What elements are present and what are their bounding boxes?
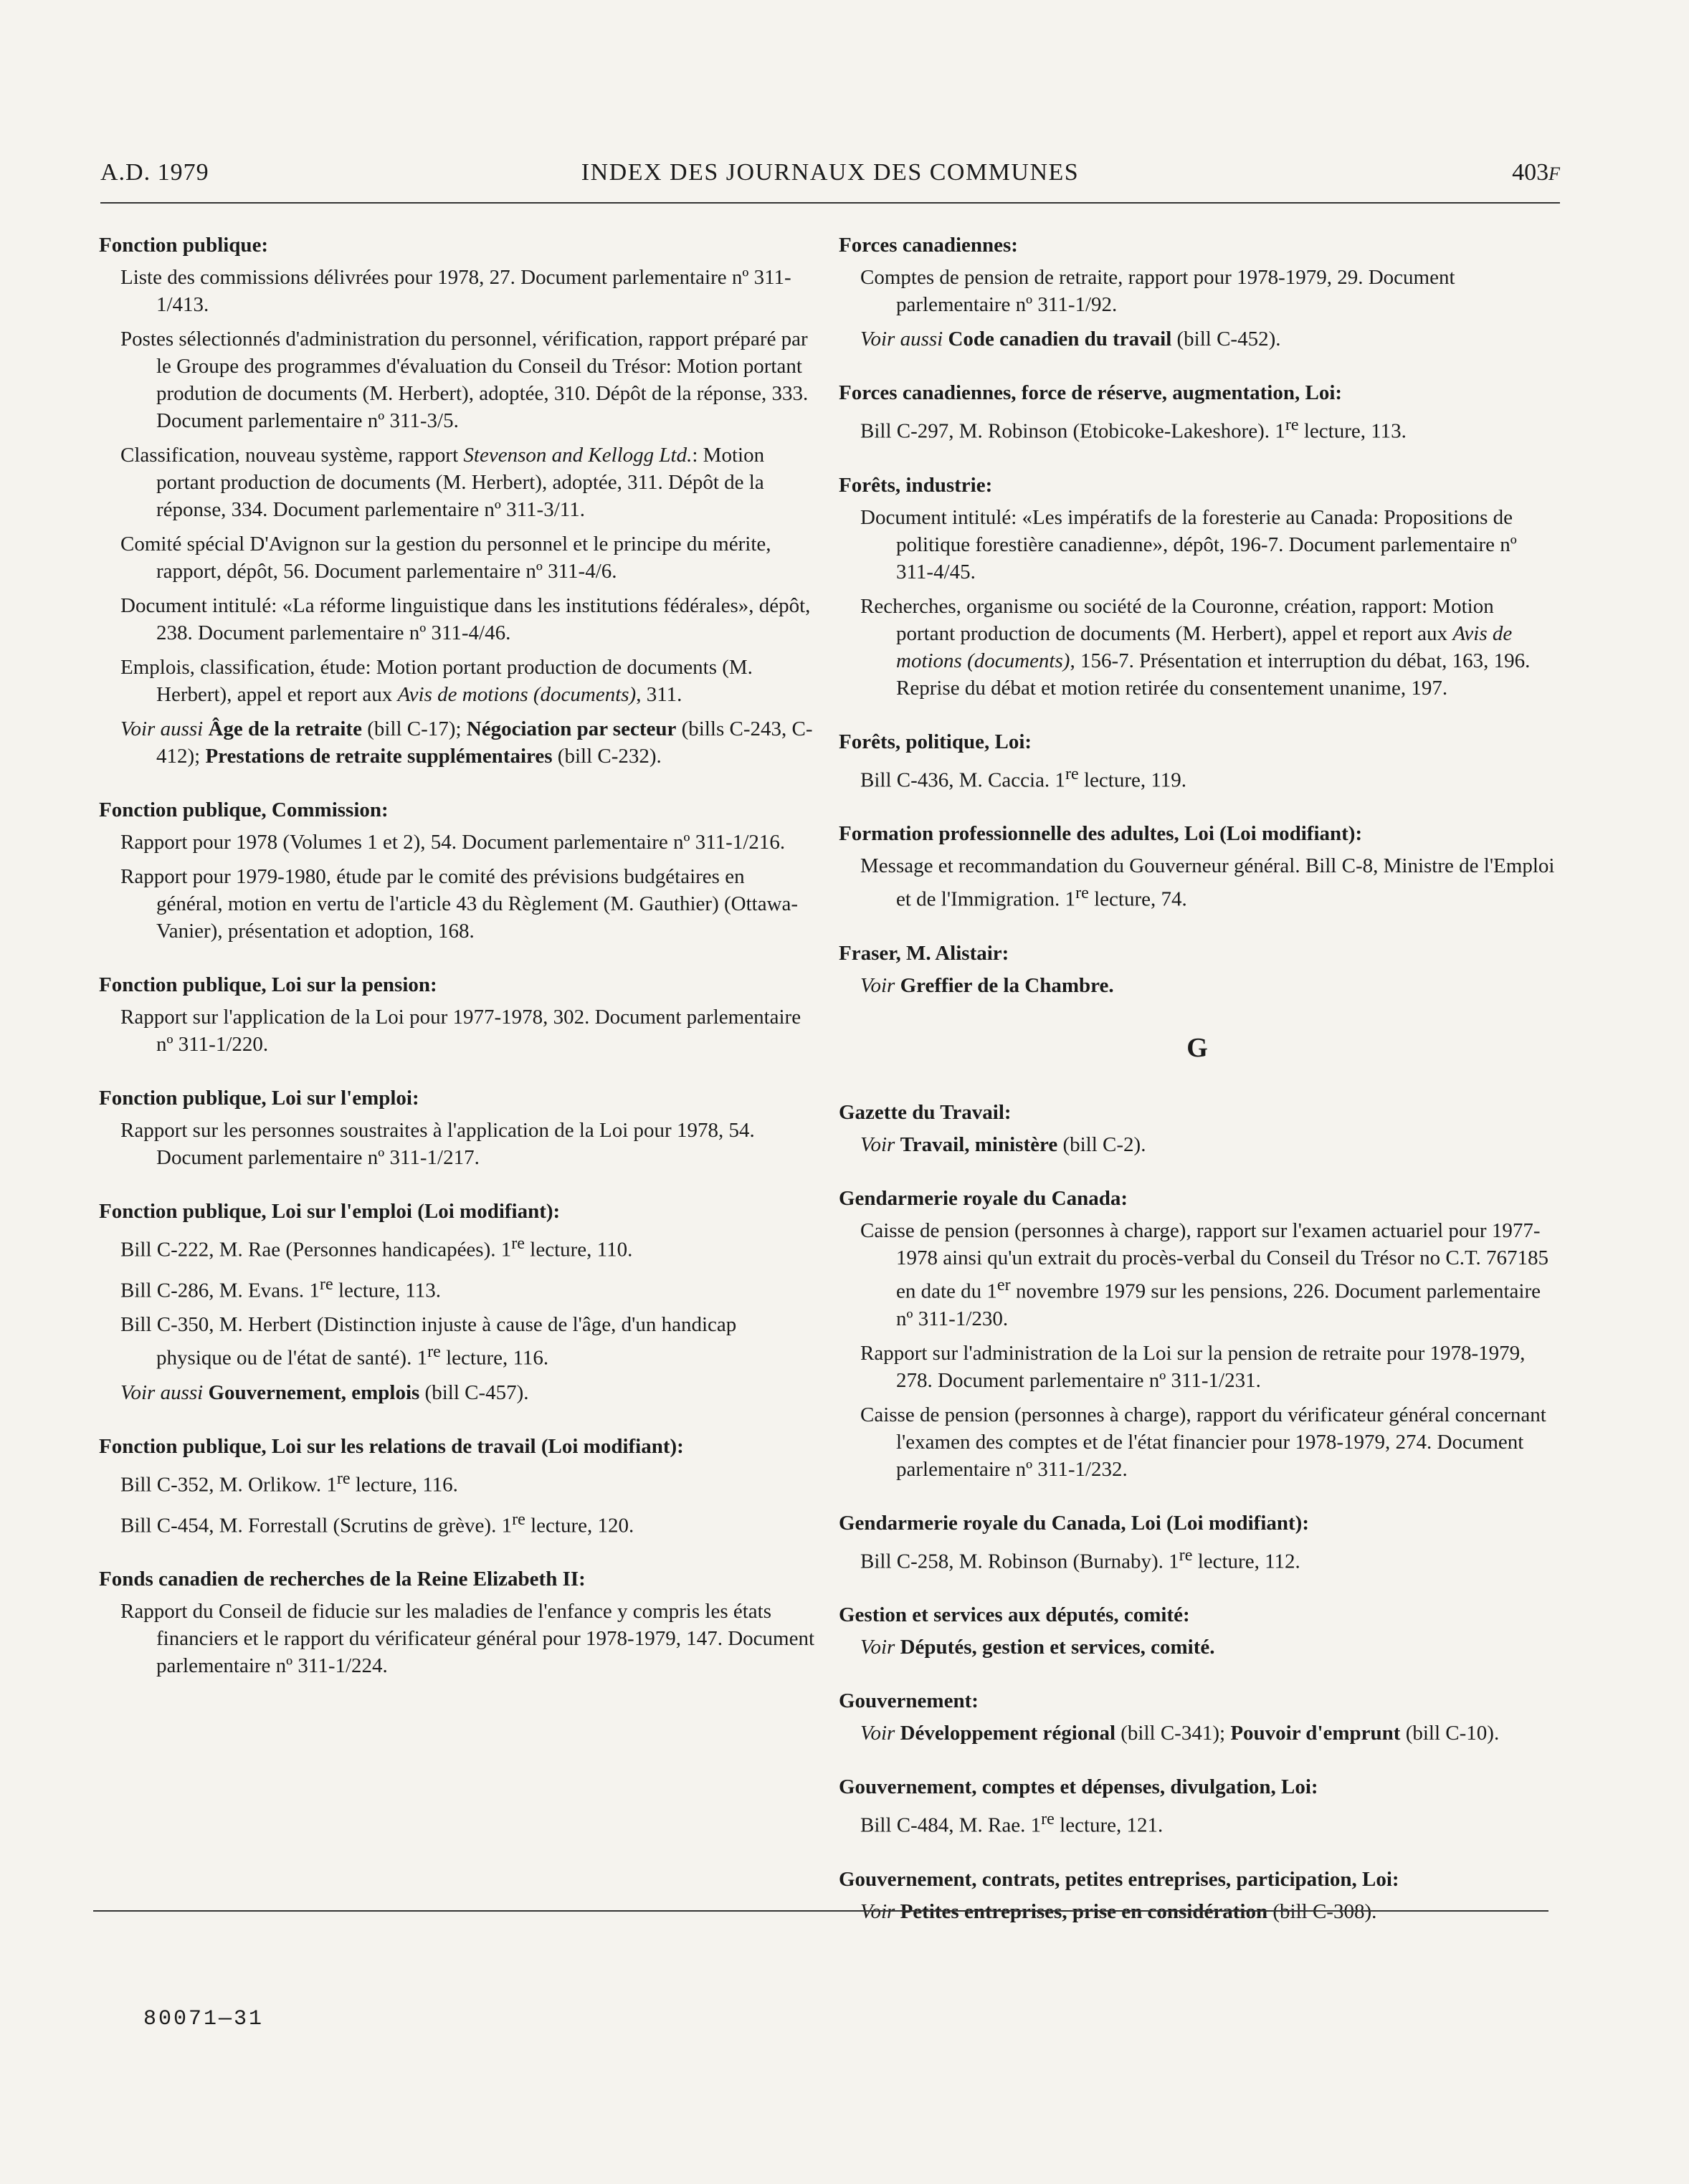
entry-subitem: Bill C-352, M. Orlikow. 1re lecture, 116.: [120, 1468, 458, 1497]
entry-heading: Fonction publique:: [99, 234, 269, 257]
entry-subitem: Voir aussi Gouvernement, emplois (bill C-457).: [120, 1381, 529, 1404]
entry-subitem: Classification, nouveau système, rapport Stevenson and Kellogg Ltd.: Motion portant production de documents (M. Herbert), adoptée, 311. Dépôt de la réponse, 334. Document parlementaire nº 311-3/11.: [120, 444, 765, 521]
right-column-bottom: [839, 1098, 1556, 1951]
entry-subitem: Voir aussi Âge de la retraite (bill C-17); Négociation par secteur (bills C-243, C-412); Prestations de retraite supplémentaires (bill C-232).: [120, 717, 813, 768]
entry-heading: Gazette du Travail:: [839, 1101, 1012, 1124]
entry-subitem: Bill C-222, M. Rae (Personnes handicapées). 1re lecture, 110.: [120, 1234, 633, 1262]
entry-subitem: Emplois, classification, étude: Motion portant production de documents (M. Herbert), appel et report aux Avis de motions (documents), 311.: [120, 656, 753, 706]
index-entry: [839, 1865, 1556, 1925]
entry-heading: Gouvernement, contrats, petites entreprises, participation, Loi:: [839, 1867, 1399, 1891]
entry-subitem: Rapport pour 1978 (Volumes 1 et 2), 54. Document parlementaire nº 311-1/216.: [120, 831, 786, 854]
entry-subitem: Voir Développement régional (bill C-341); Pouvoir d'emprunt (bill C-10).: [860, 1722, 1500, 1745]
entry-subitem: Comité spécial D'Avignon sur la gestion du personnel et le principe du mérite, rapport, dépôt, 56. Document parlementaire nº 311-4/6.: [120, 533, 771, 583]
entry-heading: Gestion et services aux députés, comité:: [839, 1603, 1190, 1627]
entry-heading: Forces canadiennes, force de réserve, augmentation, Loi:: [839, 381, 1343, 404]
entry-subitem: Voir Greffier de la Chambre.: [860, 973, 1114, 997]
index-entry: [839, 939, 1556, 999]
index-entry: [839, 1601, 1556, 1661]
entry-heading: Gendarmerie royale du Canada:: [839, 1187, 1128, 1210]
entry-subitem: Rapport sur l'administration de la Loi sur la pension de retraite pour 1978-1979, 278. Document parlementaire nº 311-1/231.: [860, 1341, 1526, 1392]
right-column-top: [839, 231, 1556, 1025]
entry-heading: Forêts, politique, Loi:: [839, 730, 1032, 753]
entry-subitem: Rapport sur l'application de la Loi pour 1977-1978, 302. Document parlementaire nº 311-1/220.: [120, 1006, 801, 1056]
index-entry: [839, 378, 1556, 445]
index-entry: [99, 1432, 816, 1539]
index-entry: [99, 796, 816, 945]
entry-subitem: Bill C-286, M. Evans. 1re lecture, 113.: [120, 1274, 442, 1302]
entry-subitem: Rapport du Conseil de fiducie sur les maladies de l'enfance y compris les états financiers et le rapport du vérificateur général pour 1978-1979, 147. Document parlementaire nº 311-1/224.: [120, 1600, 815, 1678]
page-suffix: F: [1548, 163, 1560, 184]
entry-heading: Fonds canadien de recherches de la Reine Elizabeth II:: [99, 1568, 586, 1591]
header-title: INDEX DES JOURNAUX DES COMMUNES: [581, 159, 1080, 186]
entry-subitem: Document intitulé: «La réforme linguistique dans les institutions fédérales», dépôt, 238. Document parlementaire nº 311-4/46.: [120, 594, 811, 644]
index-entry: [839, 1687, 1556, 1747]
index-entry: [839, 1098, 1556, 1158]
entry-subitem: Document intitulé: «Les impératifs de la foresterie au Canada: Propositions de politique forestière canadienne», dépôt, 196-7. Document parlementaire nº 311-4/45.: [860, 505, 1517, 583]
entry-heading: Forêts, industrie:: [839, 473, 993, 497]
bottom-rule: [93, 1910, 1548, 1912]
entry-subitem: Bill C-436, M. Caccia. 1re lecture, 119.: [860, 763, 1187, 792]
section-letter: G: [1186, 1033, 1208, 1063]
index-entry: [99, 971, 816, 1058]
entry-subitem: Bill C-258, M. Robinson (Burnaby). 1re lecture, 112.: [860, 1545, 1300, 1573]
index-entry: [839, 1773, 1556, 1839]
entry-subitem: Bill C-297, M. Robinson (Etobicoke-Lakeshore). 1re lecture, 113.: [860, 415, 1407, 443]
header-page-number: [1512, 159, 1560, 186]
header-year: A.D. 1979: [100, 159, 209, 186]
entry-heading: Fonction publique, Loi sur la pension:: [99, 973, 437, 996]
index-entry: [99, 1565, 816, 1679]
index-entry: [839, 1184, 1556, 1483]
index-entry: [99, 1197, 816, 1406]
entry-heading: Fonction publique, Loi sur l'emploi:: [99, 1087, 419, 1110]
index-entry: [99, 231, 816, 770]
index-entry: [839, 728, 1556, 794]
index-entry: [99, 1084, 816, 1171]
entry-subitem: Caisse de pension (personnes à charge), rapport du vérificateur général concernant l'examen des comptes et de l'état financier pour 1978-1979, 274. Document parlementaire nº 311-1/232.: [860, 1403, 1546, 1481]
entry-subitem: Voir Travail, ministère (bill C-2).: [860, 1133, 1146, 1156]
entry-subitem: Recherches, organisme ou société de la Couronne, création, rapport: Motion portant production de documents (M. Herbert), appel et report aux Avis de motions (documents), 156-7. Présentation et interruption du débat, 163, 196. Reprise du débat et motion retirée du consentement unanime, 197.: [860, 594, 1531, 700]
left-column: [99, 231, 816, 1705]
entry-subitem: Message et recommandation du Gouverneur général. Bill C-8, Ministre de l'Emploi et de l'Immigration. 1re lecture, 74.: [860, 854, 1555, 911]
entry-heading: Gouvernement:: [839, 1689, 979, 1713]
entry-subitem: Bill C-454, M. Forrestall (Scrutins de grève). 1re lecture, 120.: [120, 1509, 634, 1537]
entry-subitem: Voir Petites entreprises, prise en considération (bill C-308).: [860, 1899, 1377, 1923]
entry-subitem: Postes sélectionnés d'administration du personnel, vérification, rapport préparé par le Groupe des programmes d'évaluation du Conseil du Trésor: Motion portant prodution de documents (M. Herbert), adoptée, 310. Dépôt de la réponse, 333. Document parlementaire nº 311-3/5.: [120, 328, 809, 432]
entry-subitem: Caisse de pension (personnes à charge), rapport sur l'examen actuariel pour 1977-1978 ainsi qu'un extrait du procès-verbal du Conseil du Trésor no C.T. 767185 en date du 1er novembre 1979 sur les pensions, 226. Document parlementaire nº 311-1/230.: [860, 1219, 1549, 1330]
entry-heading: Formation professionnelle des adultes, Loi (Loi modifiant):: [839, 822, 1363, 846]
page-header: [100, 159, 1560, 204]
entry-subitem: Rapport sur les personnes soustraites à l'application de la Loi pour 1978, 54. Document parlementaire nº 311-1/217.: [120, 1119, 755, 1169]
index-entry: [839, 819, 1556, 913]
entry-heading: Gouvernement, comptes et dépenses, divulgation, Loi:: [839, 1775, 1318, 1799]
index-entry: [839, 471, 1556, 702]
entry-heading: Fonction publique, Commission:: [99, 798, 389, 821]
entry-subitem: Bill C-350, M. Herbert (Distinction injuste à cause de l'âge, d'un handicap physique ou de l'état de santé). 1re lecture, 116.: [120, 1313, 737, 1370]
entry-subitem: Voir aussi Code canadien du travail (bill C-452).: [860, 328, 1281, 351]
footer-code: 80071—31: [143, 2007, 265, 2031]
entry-heading: Fonction publique, Loi sur les relations de travail (Loi modifiant):: [99, 1434, 684, 1458]
entry-subitem: Liste des commissions délivrées pour 1978, 27. Document parlementaire nº 311-1/413.: [120, 266, 791, 316]
entry-heading: Fonction publique, Loi sur l'emploi (Loi modifiant):: [99, 1200, 561, 1223]
entry-subitem: Voir Députés, gestion et services, comité.: [860, 1636, 1215, 1659]
entry-heading: Forces canadiennes:: [839, 234, 1018, 257]
entry-heading: Gendarmerie royale du Canada, Loi (Loi modifiant):: [839, 1511, 1309, 1535]
page-number: 403: [1512, 159, 1549, 186]
entry-heading: Fraser, M. Alistair:: [839, 941, 1009, 965]
index-entry: [839, 1509, 1556, 1575]
entry-subitem: Bill C-484, M. Rae. 1re lecture, 121.: [860, 1809, 1164, 1837]
index-entry: [839, 231, 1556, 353]
entry-subitem: Rapport pour 1979-1980, étude par le comité des prévisions budgétaires en général, motion en vertu de l'article 43 du Règlement (M. Gauthier) (Ottawa-Vanier), présentation et adoption, 168.: [120, 865, 799, 943]
entry-subitem: Comptes de pension de retraite, rapport pour 1978-1979, 29. Document parlementaire nº 311-1/92.: [860, 266, 1455, 316]
